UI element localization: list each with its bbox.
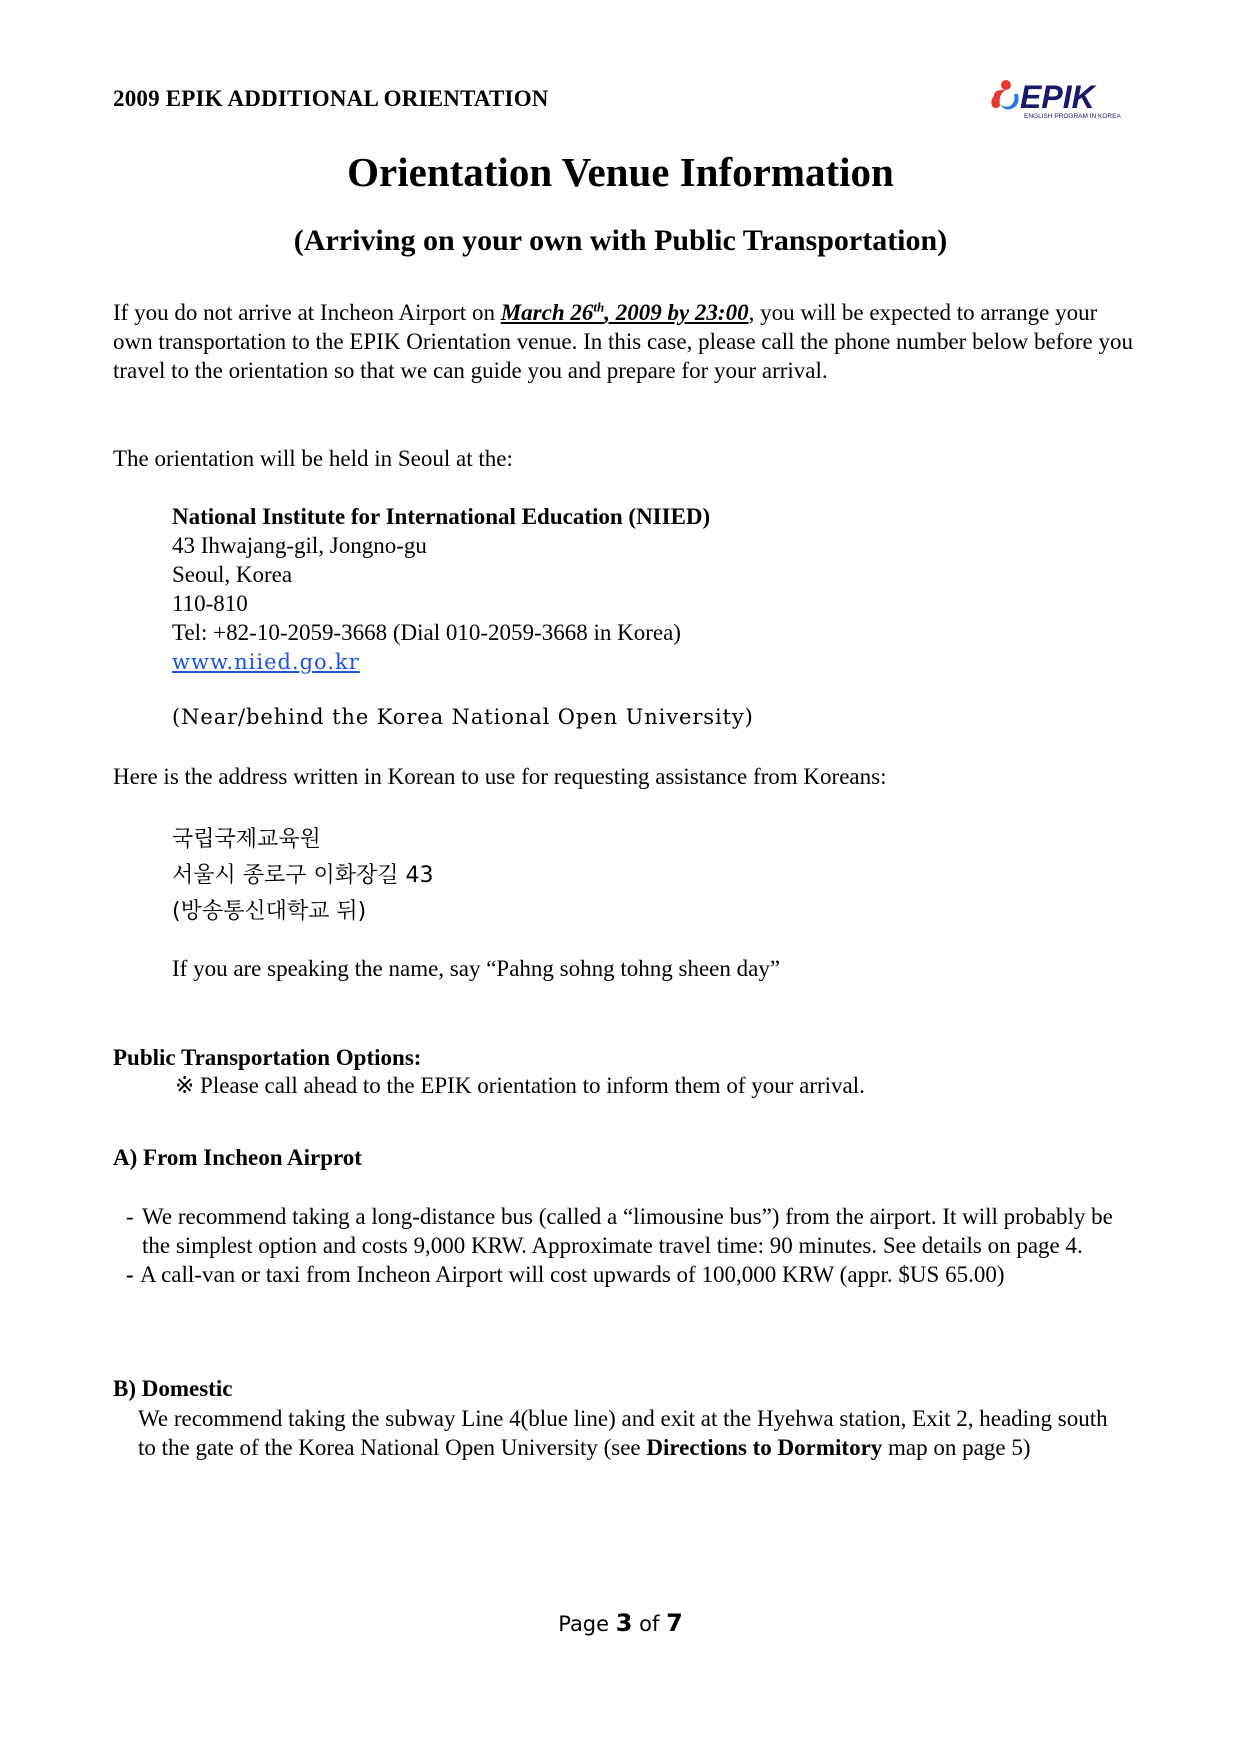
section-a-list	[126, 1202, 1136, 1289]
list-item: - We recommend taking a long-distance bus (called a “limousine bus”) from the airport. It will probably be the simplest option and costs 9,000 KRW. Approximate travel time: 90 minutes. See details on page 4.	[126, 1204, 1113, 1258]
korean-address-block	[172, 822, 434, 930]
logo-head-red-icon	[1001, 80, 1011, 90]
current-page-number: 3	[615, 1609, 633, 1637]
logo-subtext: ENGLISH PROGRAM IN KOREA	[1024, 113, 1121, 120]
page-footer: Page 3 of 7	[558, 1609, 683, 1637]
korean-address-line: (방송통신대학교 뒤)	[172, 899, 367, 924]
directions-reference: Directions to Dormitory	[646, 1435, 883, 1460]
arrival-deadline: March 26th, 2009 by 23:00	[500, 299, 749, 325]
section-a-heading: A) From Incheon Airprot	[113, 1145, 362, 1170]
intro-paragraph: If you do not arrive at Incheon Airport on March 26th, 2009 by 23:00, you will be expected to arrange your own transportation to the EPIK Orientation venue. In this case, please call the phone number below before you travel to the orientation so that we can guide you and prepare for your arrival.	[113, 299, 1134, 383]
near-landmark-text: (Near/behind the Korea National Open University)	[172, 705, 754, 729]
page-title: Orientation Venue Information	[347, 149, 894, 195]
logo-text: EPIK	[1020, 79, 1095, 115]
venue-website-link[interactable]: www.niied.go.kr	[172, 650, 360, 674]
venue-postal-code: 110-810	[172, 591, 248, 616]
page-subtitle: (Arriving on your own with Public Transportation)	[293, 224, 948, 257]
logo-figure-red-icon	[991, 90, 1006, 108]
section-b-heading: B) Domestic	[113, 1376, 233, 1401]
transport-note: ※ Please call ahead to the EPIK orientation to inform them of your arrival.	[175, 1073, 865, 1098]
header-title: 2009 EPIK ADDITIONAL ORIENTATION	[113, 86, 549, 111]
total-pages: 7	[666, 1609, 683, 1637]
korean-address-line: 국립국제교육원	[172, 827, 321, 852]
logo-figure-blue-icon	[1000, 94, 1019, 110]
list-item: - A call-van or taxi from Incheon Airport will cost upwards of 100,000 KRW (appr. $US 65.00)	[126, 1262, 1005, 1287]
section-b-paragraph: We recommend taking the subway Line 4(blue line) and exit at the Hyehwa station, Exit 2, heading south to the gate of the Korea National Open University (see Directions to Dormitory map on page 5)	[138, 1406, 1108, 1460]
korean-address-line: 서울시 종로구 이화장길 43	[172, 863, 434, 888]
epik-logo	[984, 76, 1124, 120]
venue-address-block	[172, 502, 710, 677]
korean-address-intro: Here is the address written in Korean to use for requesting assistance from Koreans:	[113, 764, 887, 789]
venue-address-line1: 43 Ihwajang-gil, Jongno-gu	[172, 533, 427, 558]
pronunciation-text: If you are speaking the name, say “Pahng sohng tohng sheen day”	[172, 956, 781, 981]
held-at-text: The orientation will be held in Seoul at the:	[113, 446, 513, 471]
venue-phone: Tel: +82-10-2059-3668 (Dial 010-2059-3668 in Korea)	[172, 620, 681, 645]
venue-name: National Institute for International Education (NIIED)	[172, 504, 711, 529]
transport-options-heading: Public Transportation Options:	[113, 1045, 422, 1070]
venue-address-line2: Seoul, Korea	[172, 562, 293, 587]
